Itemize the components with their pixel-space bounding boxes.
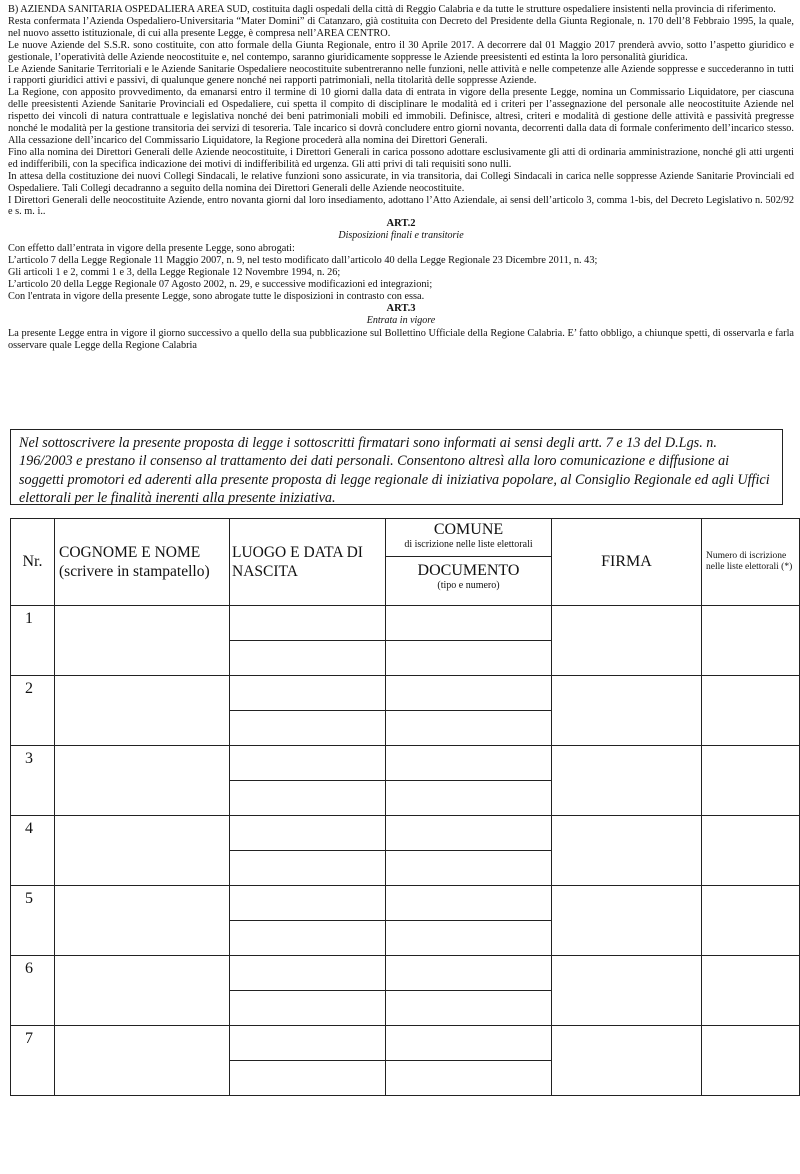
firma-cell[interactable] [552, 676, 702, 746]
luogo-nascita-cell[interactable] [230, 816, 386, 851]
row-number: 3 [11, 746, 55, 816]
cognome-nome-cell[interactable] [55, 956, 230, 1026]
documento-cell[interactable] [386, 711, 552, 746]
documento-cell[interactable] [386, 921, 552, 956]
law-paragraph: La Regione, con apposito provvedimento, da emanarsi entro il termine di 10 giorni dalla data di entrata in vigore della presente Legge, nomina un Commissario Liquidatore, per ciascuna delle preesistenti Aziende Sanitarie Provinciali ed Ospedaliere, cui spetta il compito di disciplinare le modalità ed i criteri per l’assegnazione del personale alle neocostituite Aziende nel rispetto dei vincoli di natura contrattuale e legislativa nonché dei beni patrimoniali mobili ed immobili. Definisce, altresì, criteri e modalità di gestione delle attività e passività pregresse nonché le modalità per la gestione transitoria dei servizi di tesoreria. Tale incarico si dovrà concludere entro giorni novanta, decorrenti dalla data di formale conferimento dell’incarico stesso. Alla cessazione dell’incarico del Commissario Liquidatore, la Regione procederà alla nomina dei Direttori Generali. [8, 87, 794, 146]
art2-line: Con l'entrata in vigore della presente Legge, sono abrogate tutte le disposizioni in contrasto con essa. [8, 290, 425, 302]
law-paragraph: Le nuove Aziende del S.S.R. sono costituite, con atto formale della Giunta Regionale, entro il 30 Aprile 2017. A decorrere dal 01 Maggio 2017 prenderà avvio, sotto l’aspetto giuridico e gestionale, l’operatività delle Aziende neocostituite e, nel contempo, saranno giuridicamente soppresse le Aziende preesistenti ed estinta la loro personalità giuridica. [8, 39, 794, 63]
data-nascita-cell[interactable] [230, 851, 386, 886]
numero-iscrizione-cell[interactable] [702, 956, 800, 1026]
firma-cell[interactable] [552, 1026, 702, 1096]
header-documento-label: DOCUMENTO [417, 562, 520, 579]
data-nascita-cell[interactable] [230, 991, 386, 1026]
row-number: 2 [11, 676, 55, 746]
header-nr: Nr. [11, 519, 55, 606]
table-row [11, 676, 800, 711]
art3-text: La presente Legge entra in vigore il giorno successivo a quello della sua pubblicazione sul Bollettino Ufficiale della Regione Calabria. E’ fatto obbligo, a chiunque spetti, di osservarla e farla osservare quale Legge della Regione Calabria [8, 327, 794, 351]
firma-cell[interactable] [552, 886, 702, 956]
art2-line: L’articolo 7 della Legge Regionale 11 Maggio 2007, n. 9, nel testo modificato dall’articolo 40 della Legge Regionale 23 Dicembre 2011, n. 43; [8, 255, 598, 267]
documento-cell[interactable] [386, 851, 552, 886]
table-row [11, 956, 800, 991]
comune-cell[interactable] [386, 1026, 552, 1061]
firma-cell[interactable] [552, 606, 702, 676]
header-comune-label: COMUNE [433, 521, 504, 538]
comune-cell[interactable] [386, 746, 552, 781]
header-cognome-label: COGNOME E NOME [59, 544, 201, 561]
data-nascita-cell[interactable] [230, 921, 386, 956]
header-comune-note: di iscrizione nelle liste elettorali [404, 539, 533, 550]
header-cognome-note: (scrivere in stampatello) [59, 563, 210, 580]
art2-line: Con effetto dall’entrata in vigore della presente Legge, sono abrogati: [8, 243, 295, 255]
table-row [11, 816, 800, 851]
table-row [11, 746, 800, 781]
firma-cell[interactable] [552, 956, 702, 1026]
comune-cell[interactable] [386, 886, 552, 921]
art2-line: Gli articoli 1 e 2, commi 1 e 3, della Legge Regionale 12 Novembre 1994, n. 26; [8, 267, 341, 279]
art2-body [8, 243, 794, 303]
header-firma: FIRMA [552, 519, 702, 606]
privacy-consent-text: Nel sottoscrivere la presente proposta di legge i sottoscritti firmatari sono informati ai sensi degli artt. 7 e 13 del D.Lgs. n. 196/2003 e prestano il consenso al trattamento dei dati personali. Consentono altresì alla loro comunicazione e diffusione ai soggetti promotori ed aderenti alla presente proposta di legge regionale di iniziativa popolare, al Consiglio Regionale ed agli Uffici elettorali per le finalità inerenti alla presente iniziativa. [19, 435, 770, 506]
document-page [8, 4, 794, 352]
documento-cell[interactable] [386, 641, 552, 676]
table-row [11, 606, 800, 641]
law-paragraph: Resta confermata l’Azienda Ospedaliero-Universitaria “Mater Domini” di Catanzaro, già costituita con Decreto del Presidente della Giunta Regionale, n. 170 dell’8 Febbraio 1995, la quale, nel nuovo assetto istituzionale, di cui alla presente Legge, è compresa nell’AREA CENTRO. [8, 15, 794, 39]
numero-iscrizione-cell[interactable] [702, 606, 800, 676]
art2-title: ART.2 [386, 218, 416, 230]
row-number: 4 [11, 816, 55, 886]
art3-title: ART.3 [386, 302, 416, 314]
row-number: 5 [11, 886, 55, 956]
luogo-nascita-cell[interactable] [230, 886, 386, 921]
header-cognome [55, 519, 230, 606]
table-row [11, 1026, 800, 1061]
signature-table [10, 518, 800, 1096]
comune-cell[interactable] [386, 816, 552, 851]
art2-line: L’articolo 20 della Legge Regionale 07 Agosto 2002, n. 29, e successive modificazioni ed integrazioni; [8, 279, 433, 291]
cognome-nome-cell[interactable] [55, 606, 230, 676]
documento-cell[interactable] [386, 991, 552, 1026]
comune-cell[interactable] [386, 676, 552, 711]
art3-subtitle: Entrata in vigore [366, 314, 436, 326]
comune-cell[interactable] [386, 956, 552, 991]
firma-cell[interactable] [552, 746, 702, 816]
cognome-nome-cell[interactable] [55, 1026, 230, 1096]
law-paragraph: Le Aziende Sanitarie Territoriali e le Aziende Sanitarie Ospedaliere neocostituite subentreranno nelle funzioni, nelle attività e nelle competenze alle Aziende soppresse e succederanno in tutti i rapporti giuridici attivi e passivi, di qualunque genere nonché nei rapporti patrimoniali, nella titolarità delle soppresse Aziende. [8, 63, 794, 87]
numero-iscrizione-cell[interactable] [702, 886, 800, 956]
signature-table-wrap [10, 518, 799, 1096]
luogo-nascita-cell[interactable] [230, 746, 386, 781]
privacy-consent-box [10, 429, 783, 505]
header-documento-note: (tipo e numero) [437, 580, 500, 591]
comune-cell[interactable] [386, 606, 552, 641]
law-paragraph: I Direttori Generali delle neocostituite Aziende, entro novanta giorni dal loro insediamento, adottano l’Atto Aziendale, ai sensi dell’articolo 3, comma 1-bis, del Decreto Legislativo n. 502/92 e s. m. i.. [8, 194, 794, 218]
documento-cell[interactable] [386, 781, 552, 816]
cognome-nome-cell[interactable] [55, 676, 230, 746]
header-comune-documento [386, 519, 552, 606]
header-numero-iscrizione: Numero di iscrizione nelle liste elettorali (*) [702, 519, 800, 606]
law-paragraph: B) AZIENDA SANITARIA OSPEDALIERA AREA SUD, costituita dagli ospedali della città di Reggio Calabria e da tutte le strutture ospedaliere insistenti nella provincia di riferimento. [8, 4, 776, 15]
header-luogo: LUOGO E DATA DI NASCITA [230, 519, 386, 606]
row-number: 7 [11, 1026, 55, 1096]
cognome-nome-cell[interactable] [55, 816, 230, 886]
row-number: 6 [11, 956, 55, 1026]
table-row [11, 886, 800, 921]
data-nascita-cell[interactable] [230, 1061, 386, 1096]
data-nascita-cell[interactable] [230, 711, 386, 746]
luogo-nascita-cell[interactable] [230, 606, 386, 641]
numero-iscrizione-cell[interactable] [702, 1026, 800, 1096]
firma-cell[interactable] [552, 816, 702, 886]
numero-iscrizione-cell[interactable] [702, 676, 800, 746]
luogo-nascita-cell[interactable] [230, 956, 386, 991]
data-nascita-cell[interactable] [230, 781, 386, 816]
art2-subtitle: Disposizioni finali e transitorie [338, 230, 464, 242]
data-nascita-cell[interactable] [230, 641, 386, 676]
table-header-row [11, 519, 800, 606]
law-paragraph: In attesa della costituzione dei nuovi Collegi Sindacali, le relative funzioni sono assicurate, in via transitoria, dai Collegi Sindacali in carica nelle soppresse Aziende Sanitarie Provinciali ed Ospedaliere. Tali Collegi decadranno a seguito della nomina dei Direttori Generali delle Aziende neocostituite. [8, 170, 794, 194]
numero-iscrizione-cell[interactable] [702, 746, 800, 816]
documento-cell[interactable] [386, 1061, 552, 1096]
law-text [8, 4, 794, 218]
row-number: 1 [11, 606, 55, 676]
cognome-nome-cell[interactable] [55, 886, 230, 956]
luogo-nascita-cell[interactable] [230, 1026, 386, 1061]
numero-iscrizione-cell[interactable] [702, 816, 800, 886]
cognome-nome-cell[interactable] [55, 746, 230, 816]
law-paragraph: Fino alla nomina dei Direttori Generali delle Aziende neocostituite, i Direttori Generali in carica possono adottare esclusivamente gli atti di ordinaria amministrazione, nonché gli atti urgenti ed indifferibili, con la specifica indicazione dei motivi di indifferibilità ed urgenza. Gli atti privi di tali requisiti sono nulli. [8, 146, 794, 170]
luogo-nascita-cell[interactable] [230, 676, 386, 711]
